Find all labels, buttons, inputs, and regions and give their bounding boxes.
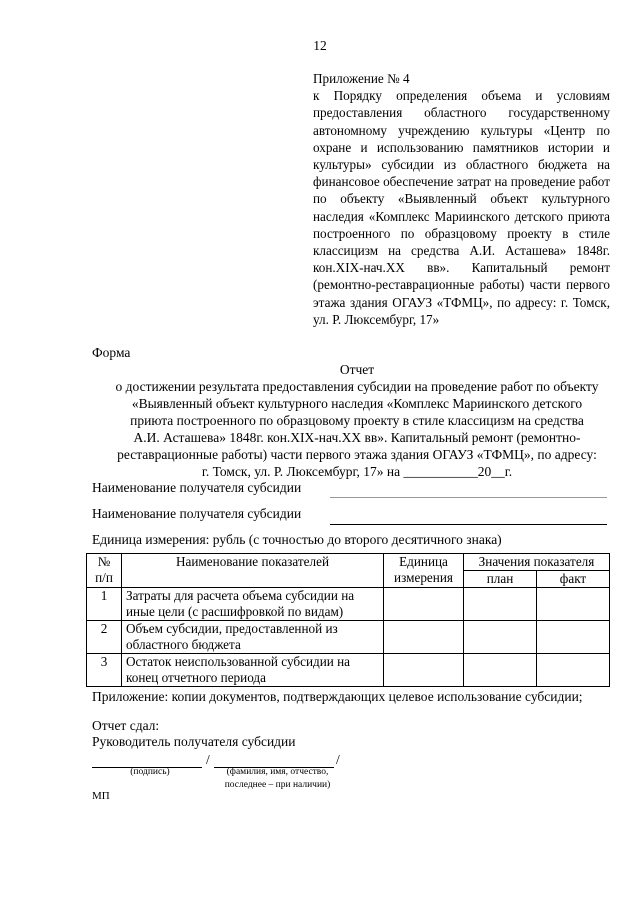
table-header-row — [87, 554, 610, 571]
row-unit-cell[interactable] — [384, 621, 464, 654]
row-plan-cell[interactable] — [464, 654, 537, 687]
row-num: 2 — [87, 621, 122, 654]
col-unit-header: Единица измерения — [384, 554, 464, 588]
signature-slash-end: / — [336, 752, 340, 767]
row-unit-cell[interactable] — [384, 588, 464, 621]
table-row — [87, 654, 610, 687]
report-subtitle-line: о достижении результата предоставления субсидии на проведение работ по объекту — [115, 379, 599, 394]
report-subtitle — [84, 378, 630, 480]
appendix-title: Приложение № 4 — [313, 71, 410, 86]
name-caption-2: последнее – при наличии) — [224, 780, 331, 790]
row-fact-cell[interactable] — [537, 588, 610, 621]
report-subtitle-line: А.И. Асташева» 1848г. кон.XIX-нач.XX вв». Капитальный ремонт (ремонтно- — [133, 430, 581, 445]
report-subtitle-line: г. Томск, ул. Р. Люксембург, 17» на ___________20__г. — [201, 464, 513, 479]
row-name: Остаток неиспользованной субсидии на конец отчетного периода — [122, 654, 384, 687]
head-label: Руководитель получателя субсидии — [92, 734, 296, 749]
recipient-label-1: Наименование получателя субсидии — [92, 480, 302, 495]
form-label: Форма — [92, 345, 131, 360]
table-row — [87, 588, 610, 621]
name-caption-1: (фамилия, имя, отчество, — [226, 767, 329, 777]
stamp-label: МП — [92, 790, 110, 802]
appendix-text: к Порядку определения объема и условиям предоставления областного государственному автономному учреждению культуры «Центр по охране и использованию памятников истории и культуры» субсидии из областного бюджета на финансовое обеспечение затрат на проведение работ по объекту «Выявленный объект культурного наследия «Комплекс Мариинского детского приюта построенного по образцовому проекту в стиле классицизм на средства А.И. Асташева» 1848г. кон.XIX-нач.XX вв». Капитальный ремонт (ремонтно-реставрационные работы) части первого этажа здания ОГАУЗ «ТФМЦ», по адресу: г. Томск, ул. Р. Люксембург, 17» — [313, 88, 610, 327]
appendix-block — [313, 70, 610, 328]
table-row — [87, 621, 610, 654]
report-title: Отчет — [339, 362, 375, 377]
signature-caption: (подпись) — [130, 767, 170, 777]
col-plan-header: план — [464, 571, 537, 588]
row-plan-cell[interactable] — [464, 588, 537, 621]
units-line: Единица измерения: рубль (с точностью до второго десятичного знака) — [92, 532, 502, 547]
row-name: Затраты для расчета объема субсидии на иные цели (с расшифровкой по видам) — [122, 588, 384, 621]
row-plan-cell[interactable] — [464, 621, 537, 654]
col-fact-header: факт — [537, 571, 610, 588]
col-values-header: Значения показателя — [464, 554, 610, 571]
row-fact-cell[interactable] — [537, 621, 610, 654]
report-subtitle-line: приюта построенного по образцовому проекту в стиле классицизм на средства — [130, 413, 584, 428]
recipient-field-1[interactable] — [330, 497, 607, 498]
col-num-header: № п/п — [87, 554, 122, 588]
row-fact-cell[interactable] — [537, 654, 610, 687]
row-num: 3 — [87, 654, 122, 687]
report-subtitle-line: «Выявленный объект культурного наследия «Комплекс Мариинского детского — [131, 396, 583, 411]
report-subtitle-line: реставрационные работы) части первого этажа здания ОГАУЗ «ТФМЦ», по адресу: — [117, 447, 597, 462]
signature-slash: / — [206, 752, 210, 767]
row-num: 1 — [87, 588, 122, 621]
appendix-note: Приложение: копии документов, подтверждающих целевое использование субсидии; — [92, 689, 583, 704]
recipient-field-2[interactable] — [330, 524, 607, 525]
col-name-header: Наименование показателей — [122, 554, 384, 588]
row-name: Объем субсидии, предоставленной из областного бюджета — [122, 621, 384, 654]
indicators-table — [86, 553, 610, 687]
recipient-label-2: Наименование получателя субсидии — [92, 506, 302, 521]
submitted-label: Отчет сдал: — [92, 718, 160, 733]
page-number: 12 — [313, 38, 327, 53]
row-unit-cell[interactable] — [384, 654, 464, 687]
